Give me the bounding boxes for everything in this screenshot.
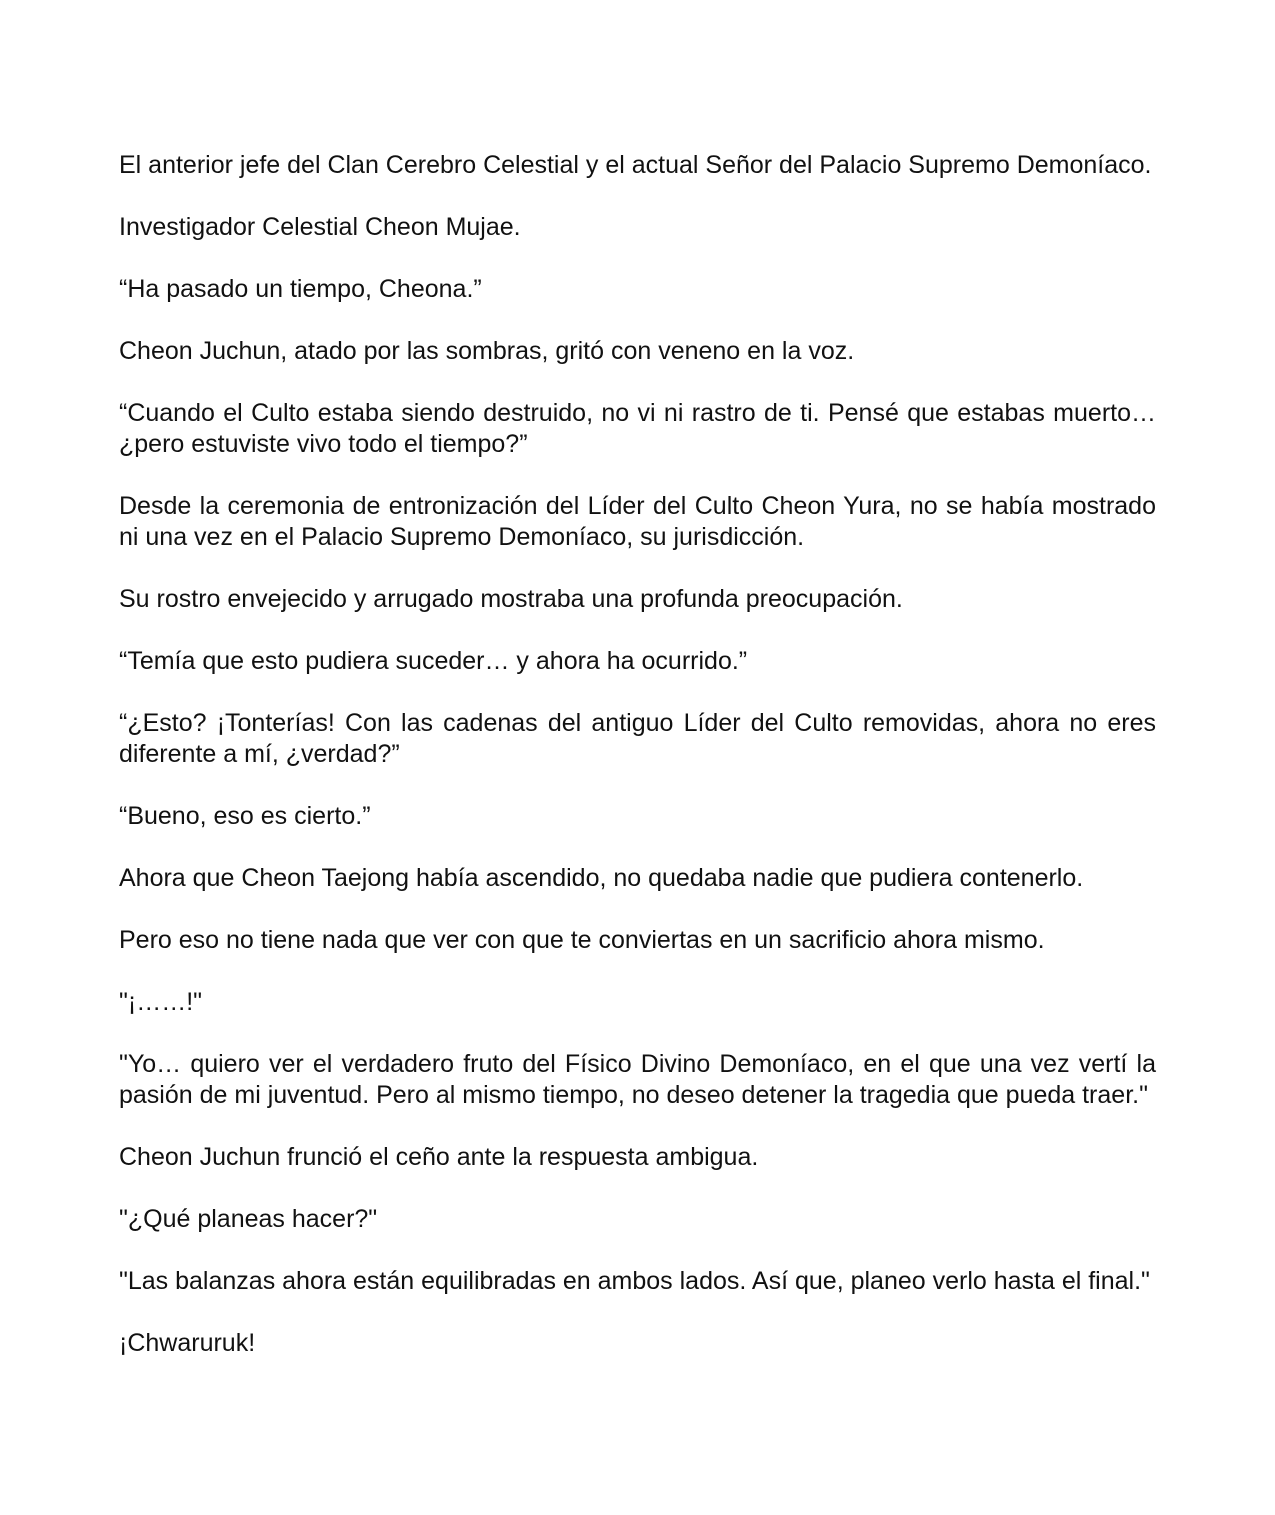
paragraph: El anterior jefe del Clan Cerebro Celestial y el actual Señor del Palacio Supremo Demoníaco. <box>119 151 1152 179</box>
paragraph: Cheon Juchun frunció el ceño ante la respuesta ambigua. <box>119 1143 759 1171</box>
paragraph: "¡……!" <box>119 988 203 1016</box>
paragraph: Su rostro envejecido y arrugado mostraba una profunda preocupación. <box>119 585 903 613</box>
paragraph: "¿Qué planeas hacer?" <box>119 1205 378 1233</box>
paragraph: “Ha pasado un tiempo, Cheona.” <box>119 275 482 303</box>
document-page <box>119 150 1156 1359</box>
paragraph: “Temía que esto pudiera suceder… y ahora ha ocurrido.” <box>119 647 748 675</box>
paragraph: “Bueno, eso es cierto.” <box>119 802 371 830</box>
paragraph: Desde la ceremonia de entronización del Líder del Culto Cheon Yura, no se había mostrado ni una vez en el Palacio Supremo Demoníaco, su jurisdicción. <box>119 492 1156 551</box>
paragraph: Investigador Celestial Cheon Mujae. <box>119 213 521 241</box>
paragraph: Ahora que Cheon Taejong había ascendido, no quedaba nadie que pudiera contenerlo. <box>119 864 1084 892</box>
paragraph: ¡Chwaruruk! <box>119 1329 256 1357</box>
paragraph: “¿Esto? ¡Tonterías! Con las cadenas del antiguo Líder del Culto removidas, ahora no eres diferente a mí, ¿verdad?” <box>119 709 1156 768</box>
paragraph: "Las balanzas ahora están equilibradas en ambos lados. Así que, planeo verlo hasta el final." <box>119 1267 1150 1295</box>
paragraph: Pero eso no tiene nada que ver con que te conviertas en un sacrificio ahora mismo. <box>119 926 1045 954</box>
paragraph: “Cuando el Culto estaba siendo destruido, no vi ni rastro de ti. Pensé que estabas muerto… ¿pero estuviste vivo todo el tiempo?” <box>119 399 1156 458</box>
paragraph: "Yo… quiero ver el verdadero fruto del Físico Divino Demoníaco, en el que una vez vertí la pasión de mi juventud. Pero al mismo tiempo, no deseo detener la tragedia que pueda traer." <box>119 1050 1156 1109</box>
paragraph: Cheon Juchun, atado por las sombras, gritó con veneno en la voz. <box>119 337 855 365</box>
